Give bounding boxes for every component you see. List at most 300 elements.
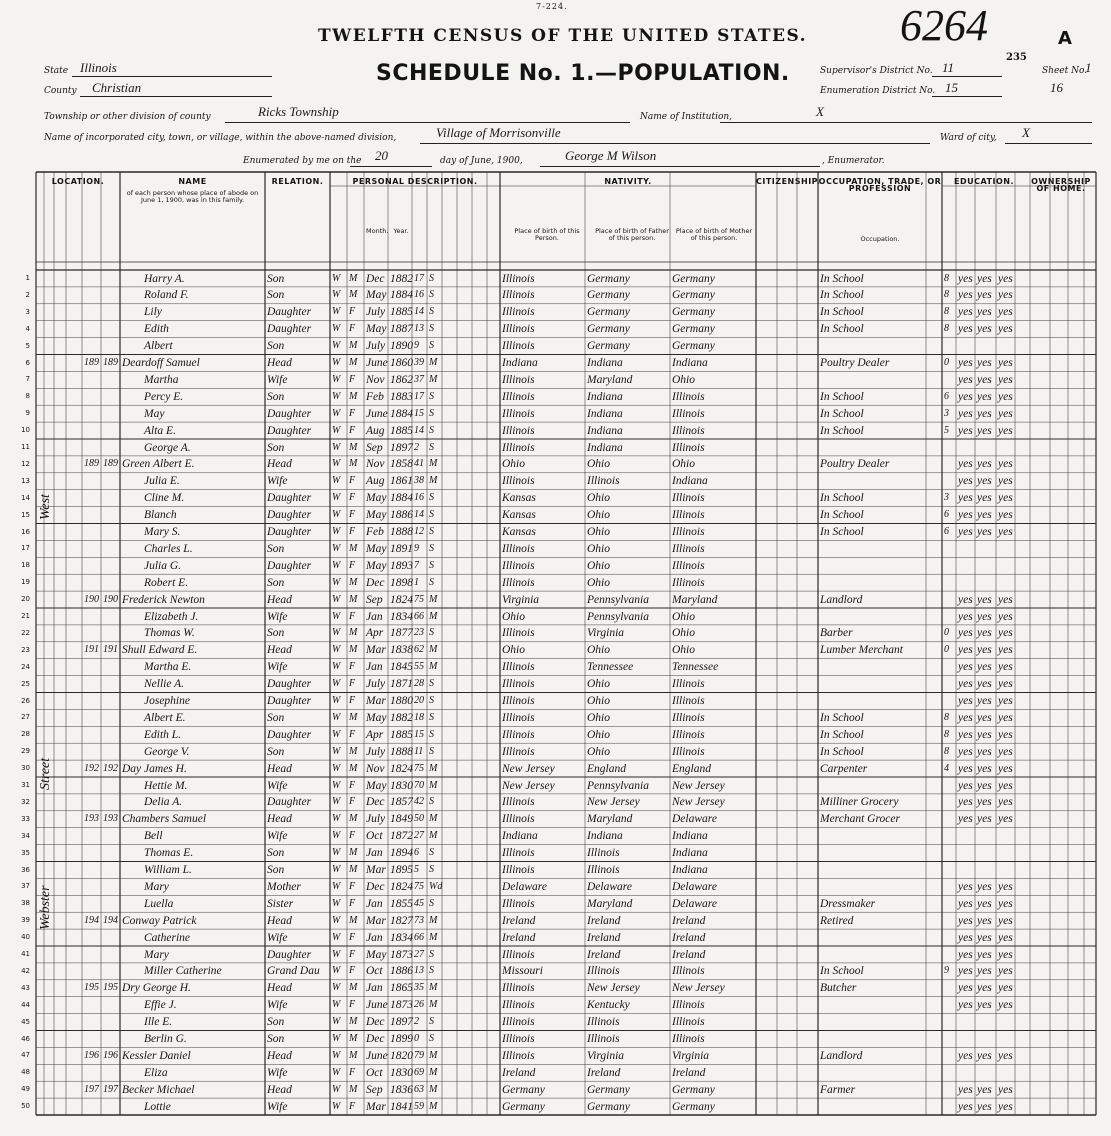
cell-mar: M xyxy=(429,644,438,656)
cell-mo: Mar xyxy=(366,644,386,657)
cell-sex: F xyxy=(349,897,356,909)
cell-col: W xyxy=(332,948,341,960)
cell-age: 62 xyxy=(414,644,424,656)
cell-wr: yes xyxy=(977,509,992,522)
cell-mo: May xyxy=(366,492,387,505)
cell-mo: July xyxy=(366,813,386,826)
cell-yr: 1838 xyxy=(390,644,413,657)
cell-mpob: Illinois xyxy=(672,965,705,978)
cell-age: 35 xyxy=(414,982,424,994)
cell-mo: July xyxy=(366,306,386,319)
cell-rel: Wife xyxy=(267,661,288,674)
cell-yr: 1897 xyxy=(390,441,413,454)
row-number: 43 xyxy=(21,983,30,992)
cell-en: yes xyxy=(998,695,1013,707)
cell-fpob: Ireland xyxy=(587,1066,621,1079)
cell-rd: yes xyxy=(958,390,973,403)
cell-sex: F xyxy=(349,661,356,673)
cell-yr: 1845 xyxy=(390,661,413,674)
cell-pob: Illinois xyxy=(502,678,535,691)
cell-sex: F xyxy=(349,559,356,571)
cell-rd: yes xyxy=(958,407,973,420)
cell-mar: M xyxy=(429,762,438,774)
cell-en: yes xyxy=(998,948,1013,961)
cell-en: yes xyxy=(998,796,1013,809)
cell-rel: Head xyxy=(267,813,292,826)
cell-en: yes xyxy=(998,492,1013,505)
cell-en: yes xyxy=(998,306,1013,319)
cell-mar: Wd xyxy=(429,880,443,892)
ed-label: Enumeration District No. xyxy=(820,86,936,96)
cell-rel: Son xyxy=(267,627,285,640)
cell-yr: 1861 xyxy=(390,475,413,488)
page-stamp: 235 xyxy=(1006,52,1027,63)
cell-mpob: Ohio xyxy=(672,610,695,623)
col-header-ownership: OWNERSHIP OF HOME. xyxy=(1031,177,1091,193)
cell-mar: S xyxy=(429,306,434,318)
cell-fam: 192 xyxy=(103,762,118,774)
cell-dw: 196 xyxy=(84,1049,99,1061)
cell-fpob: Ohio xyxy=(587,644,610,657)
cell-edu: 8 xyxy=(944,728,949,740)
cell-col: W xyxy=(332,1066,341,1078)
cell-mpob: Ohio xyxy=(672,627,695,640)
cell-pob: Illinois xyxy=(502,1016,535,1029)
cell-wr: yes xyxy=(977,965,992,978)
cell-age: 5 xyxy=(414,864,419,875)
cell-yr: 1871 xyxy=(390,678,413,691)
cell-occ: In School xyxy=(820,306,864,319)
cell-en: yes xyxy=(998,272,1013,285)
cell-rel: Daughter xyxy=(267,948,312,961)
cell-rel: Wife xyxy=(267,373,288,386)
row-number: 1 xyxy=(25,274,30,282)
cell-mpob: Illinois xyxy=(672,678,705,691)
row-number: 23 xyxy=(21,645,30,654)
cell-col: W xyxy=(332,1100,341,1112)
cell-age: 23 xyxy=(414,627,424,639)
cell-fpob: Indiana xyxy=(587,830,623,843)
cell-sex: F xyxy=(349,1100,356,1112)
cell-edu: 5 xyxy=(944,424,949,436)
cell-mar: M xyxy=(429,931,438,943)
cell-age: 13 xyxy=(414,323,424,335)
cell-name: Albert xyxy=(144,340,173,353)
cell-name: Eliza xyxy=(144,1066,168,1079)
cell-pob: Illinois xyxy=(502,711,535,724)
cell-wr: yes xyxy=(977,458,992,471)
cell-name: Charles L. xyxy=(144,542,193,555)
cell-fpob: Pennsylvania xyxy=(587,593,649,606)
cell-name: Kessler Daniel xyxy=(122,1049,191,1062)
cell-rd: yes xyxy=(958,458,973,471)
cell-name: Lottie xyxy=(144,1100,171,1113)
cell-wr: yes xyxy=(977,373,992,386)
cell-pob: Delaware xyxy=(502,880,547,893)
cell-fam: 197 xyxy=(103,1083,118,1095)
row-number: 34 xyxy=(21,831,30,840)
cell-sex: M xyxy=(349,340,358,352)
cell-mar: S xyxy=(429,745,434,757)
row-number: 12 xyxy=(21,459,30,468)
cell-wr: yes xyxy=(977,982,992,995)
cell-age: 42 xyxy=(414,796,424,808)
cell-yr: 1884 xyxy=(390,289,413,302)
cell-mar: S xyxy=(429,695,434,706)
cell-en: yes xyxy=(998,813,1013,826)
cell-age: 2 xyxy=(414,441,419,453)
cell-age: 70 xyxy=(414,779,424,791)
cell-mpob: Indiana xyxy=(672,475,708,488)
cell-sex: F xyxy=(349,880,356,892)
row-number: 40 xyxy=(21,933,30,942)
col-header-pob-person: Place of birth of this Person. xyxy=(514,227,580,242)
cell-wr: yes xyxy=(977,644,992,657)
institution-value: X xyxy=(816,104,824,119)
cell-edu: 8 xyxy=(944,745,949,757)
ward-value: X xyxy=(1022,125,1030,140)
cell-age: 12 xyxy=(414,526,424,537)
cell-name: Josephine xyxy=(144,695,190,707)
city-value: Village of Morrisonville xyxy=(436,125,561,140)
cell-en: yes xyxy=(998,407,1013,420)
cell-name: Julia G. xyxy=(144,559,182,572)
row-number: 19 xyxy=(21,578,30,587)
cell-mo: Dec xyxy=(366,796,385,809)
cell-fpob: Illinois xyxy=(587,965,620,978)
cell-mpob: Illinois xyxy=(672,424,705,437)
col-header-name-sub: of each person whose place of abode on June 1, 1900, was in this family. xyxy=(126,189,259,204)
cell-fpob: England xyxy=(587,762,626,775)
row-number: 5 xyxy=(25,341,30,350)
cell-en: yes xyxy=(998,745,1013,758)
cell-yr: 1888 xyxy=(390,745,413,758)
cell-wr: yes xyxy=(977,762,992,775)
cell-mpob: Illinois xyxy=(672,695,705,707)
sheet-letter: A xyxy=(1058,28,1072,49)
cell-mpob: Delaware xyxy=(672,813,717,826)
col-header-nativity: NATIVITY. xyxy=(604,177,652,186)
cell-mar: S xyxy=(429,492,434,504)
sheet-value: 1 xyxy=(1085,60,1092,75)
cell-yr: 1894 xyxy=(390,847,413,860)
cell-mo: Dec xyxy=(366,1033,385,1045)
cell-mpob: Illinois xyxy=(672,728,705,741)
cell-fpob: Ohio xyxy=(587,509,610,522)
cell-mpob: Germany xyxy=(672,340,715,353)
cell-rel: Wife xyxy=(267,931,288,944)
cell-pob: Illinois xyxy=(502,695,535,707)
cell-age: 69 xyxy=(414,1066,424,1078)
cell-mpob: Ohio xyxy=(672,373,695,386)
cell-mar: M xyxy=(429,914,438,926)
cell-mar: M xyxy=(429,1100,438,1112)
cell-pob: Illinois xyxy=(502,982,535,995)
cell-sex: M xyxy=(349,357,358,368)
cell-mpob: Illinois xyxy=(672,711,705,724)
cell-mo: Nov xyxy=(366,762,385,775)
cell-mo: Sep xyxy=(366,441,383,454)
cell-col: W xyxy=(332,982,341,994)
enumerator-label: , Enumerator. xyxy=(822,156,885,166)
cell-col: W xyxy=(332,1049,341,1061)
cell-mar: S xyxy=(429,424,434,436)
cell-mpob: Illinois xyxy=(672,407,705,420)
cell-sex: M xyxy=(349,272,358,284)
cell-age: 39 xyxy=(414,357,424,368)
cell-mar: M xyxy=(429,1066,438,1078)
cell-mo: Jan xyxy=(366,897,383,910)
cell-edu: 8 xyxy=(944,711,949,723)
cell-yr: 1830 xyxy=(390,779,413,792)
cell-mar: S xyxy=(429,441,434,453)
cell-pob: Ireland xyxy=(502,914,536,927)
cell-mpob: Illinois xyxy=(672,390,705,403)
cell-wr: yes xyxy=(977,745,992,758)
cell-pob: New Jersey xyxy=(502,779,555,792)
row-number: 6 xyxy=(25,358,30,367)
cell-pob: Illinois xyxy=(502,897,535,910)
cell-rel: Wife xyxy=(267,610,288,623)
cell-fpob: Germany xyxy=(587,323,630,336)
cell-rel: Head xyxy=(267,1049,292,1062)
cell-name: George A. xyxy=(144,441,191,454)
cell-col: W xyxy=(332,475,341,487)
cell-en: yes xyxy=(998,644,1013,657)
cell-name: Edith L. xyxy=(144,728,182,741)
cell-wr: yes xyxy=(977,880,992,893)
cell-fam: 196 xyxy=(103,1049,118,1061)
cell-en: yes xyxy=(998,678,1013,691)
row-number: 26 xyxy=(21,696,30,705)
cell-rd: yes xyxy=(958,678,973,691)
row-number: 27 xyxy=(21,713,30,722)
cell-col: W xyxy=(332,847,341,859)
cell-sex: M xyxy=(349,1016,358,1028)
cell-rd: yes xyxy=(958,289,973,302)
cell-rel: Head xyxy=(267,1083,292,1096)
cell-fpob: New Jersey xyxy=(587,982,640,995)
cell-rel: Head xyxy=(267,593,292,606)
cell-rel: Daughter xyxy=(267,492,312,505)
cell-name: Dry George H. xyxy=(122,982,191,995)
cell-mo: June xyxy=(366,357,388,369)
cell-wr: yes xyxy=(977,627,992,640)
cell-dw: 191 xyxy=(84,644,99,656)
cell-en: yes xyxy=(998,728,1013,741)
cell-yr: 1834 xyxy=(390,610,413,623)
cell-age: 14 xyxy=(414,509,424,521)
cell-yr: 1830 xyxy=(390,1066,413,1079)
cell-sex: M xyxy=(349,864,358,875)
cell-rel: Son xyxy=(267,711,285,724)
cell-col: W xyxy=(332,407,341,419)
cell-yr: 1897 xyxy=(390,1016,413,1029)
cell-edu: 0 xyxy=(944,644,949,656)
cell-mar: S xyxy=(429,627,434,639)
cell-name: Delia A. xyxy=(144,796,183,809)
cell-mo: May xyxy=(366,323,387,336)
cell-rel: Son xyxy=(267,340,285,353)
cell-fpob: Germany xyxy=(587,272,630,285)
cell-yr: 1834 xyxy=(390,931,413,944)
cell-name: Albert E. xyxy=(144,711,186,724)
cell-yr: 1877 xyxy=(390,627,413,640)
cell-en: yes xyxy=(998,424,1013,437)
cell-name: Mary S. xyxy=(144,526,181,538)
cell-col: W xyxy=(332,695,341,706)
cell-dw: 194 xyxy=(84,914,99,926)
cell-mo: Oct xyxy=(366,1066,383,1079)
cell-mpob: England xyxy=(672,762,711,775)
cell-edu: 8 xyxy=(944,323,949,335)
cell-pob: Kansas xyxy=(502,492,536,505)
cell-pob: Ohio xyxy=(502,610,525,623)
cell-sex: F xyxy=(349,931,356,943)
cell-mar: S xyxy=(429,847,434,859)
row-number: 37 xyxy=(21,882,30,891)
cell-name: Hettie M. xyxy=(144,779,188,792)
cell-rd: yes xyxy=(958,661,973,674)
cell-occ: Barber xyxy=(820,627,853,640)
cell-occ: In School xyxy=(820,711,864,724)
cell-mar: M xyxy=(429,661,438,673)
cell-yr: 1887 xyxy=(390,323,413,336)
cell-rd: yes xyxy=(958,779,973,792)
cell-edu: 3 xyxy=(944,407,949,419)
cell-rd: yes xyxy=(958,306,973,319)
row-number: 30 xyxy=(21,764,30,773)
cell-fpob: Ohio xyxy=(587,728,610,741)
cell-name: Lily xyxy=(144,306,162,319)
col-header-relation: RELATION. xyxy=(271,177,324,186)
cell-rd: yes xyxy=(958,509,973,522)
township-value: Ricks Township xyxy=(258,104,339,119)
cell-edu: 0 xyxy=(944,357,949,368)
street-name-vertical: West xyxy=(38,494,53,520)
cell-age: 20 xyxy=(414,695,424,706)
cell-mar: M xyxy=(429,475,438,487)
cell-yr: 1880 xyxy=(390,695,413,707)
cell-sex: M xyxy=(349,289,358,301)
cell-name: Berlin G. xyxy=(144,1033,187,1045)
cell-mar: S xyxy=(429,948,434,960)
cell-fpob: Ohio xyxy=(587,745,610,758)
cell-edu: 6 xyxy=(944,390,949,402)
cell-rd: yes xyxy=(958,373,973,386)
cell-wr: yes xyxy=(977,728,992,741)
cell-mo: May xyxy=(366,509,387,522)
cell-sex: M xyxy=(349,914,358,926)
cell-rd: yes xyxy=(958,1100,973,1113)
cell-rd: yes xyxy=(958,796,973,809)
cell-wr: yes xyxy=(977,711,992,724)
cell-wr: yes xyxy=(977,306,992,319)
cell-mo: June xyxy=(366,1049,388,1062)
cell-rd: yes xyxy=(958,526,973,538)
cell-pob: Ohio xyxy=(502,458,525,471)
cell-en: yes xyxy=(998,475,1013,488)
row-number: 38 xyxy=(21,899,30,908)
cell-fpob: Virginia xyxy=(587,627,625,640)
cell-rd: yes xyxy=(958,610,973,623)
cell-sex: F xyxy=(349,965,356,977)
cell-mo: Sep xyxy=(366,1083,383,1096)
cell-age: 18 xyxy=(414,711,424,723)
cell-wr: yes xyxy=(977,661,992,674)
row-number: 10 xyxy=(21,426,30,435)
cell-yr: 1836 xyxy=(390,1083,413,1096)
cell-rel: Son xyxy=(267,390,285,403)
cell-sex: F xyxy=(349,695,356,706)
cell-mo: May xyxy=(366,948,387,961)
cell-yr: 1885 xyxy=(390,424,413,437)
cell-mar: S xyxy=(429,678,434,690)
cell-fpob: Delaware xyxy=(587,880,632,893)
cell-yr: 1849 xyxy=(390,813,413,826)
cell-edu: 8 xyxy=(944,289,949,301)
cell-name: Ille E. xyxy=(144,1016,173,1029)
cell-dw: 189 xyxy=(84,458,99,470)
cell-mpob: Ohio xyxy=(672,458,695,471)
cell-col: W xyxy=(332,1016,341,1028)
county-label: County xyxy=(44,86,77,96)
cell-age: 59 xyxy=(414,1100,424,1112)
cell-rel: Daughter xyxy=(267,678,312,691)
cell-age: 16 xyxy=(414,289,424,301)
cell-rel: Mother xyxy=(267,880,301,893)
cell-sex: M xyxy=(349,982,358,994)
cell-age: 55 xyxy=(414,661,424,673)
cell-fpob: Maryland xyxy=(587,373,633,386)
cell-col: W xyxy=(332,340,341,352)
cell-age: 50 xyxy=(414,813,424,825)
cell-en: yes xyxy=(998,373,1013,386)
cell-rel: Wife xyxy=(267,475,288,488)
cell-age: 75 xyxy=(414,880,424,892)
enumerated-label: Enumerated by me on the xyxy=(243,156,362,166)
cell-rd: yes xyxy=(958,627,973,640)
census-title: TWELFTH CENSUS OF THE UNITED STATES. xyxy=(318,26,808,46)
cell-wr: yes xyxy=(977,475,992,488)
cell-col: W xyxy=(332,779,341,791)
row-number: 46 xyxy=(21,1034,30,1043)
cell-sex: F xyxy=(349,610,356,622)
ed-value: 15 xyxy=(945,80,958,95)
cell-age: 11 xyxy=(414,745,424,757)
cell-col: W xyxy=(332,323,341,335)
cell-mo: Jan xyxy=(366,610,383,623)
cell-wr: yes xyxy=(977,678,992,691)
cell-en: yes xyxy=(998,914,1013,927)
cell-rel: Sister xyxy=(267,897,294,910)
cell-mpob: Ireland xyxy=(672,914,706,927)
cell-pob: Illinois xyxy=(502,745,535,758)
row-number: 18 xyxy=(21,561,30,570)
cell-sex: F xyxy=(349,306,356,318)
cell-yr: 1891 xyxy=(390,542,413,555)
cell-mo: May xyxy=(366,779,387,792)
cell-fpob: Ohio xyxy=(587,576,610,589)
cell-col: W xyxy=(332,458,341,470)
cell-wr: yes xyxy=(977,424,992,437)
cell-col: W xyxy=(332,745,341,757)
cell-sex: M xyxy=(349,847,358,859)
cell-yr: 1899 xyxy=(390,1033,413,1045)
cell-sex: M xyxy=(349,813,358,825)
cell-col: W xyxy=(332,441,341,453)
cell-occ: In School xyxy=(820,323,864,336)
